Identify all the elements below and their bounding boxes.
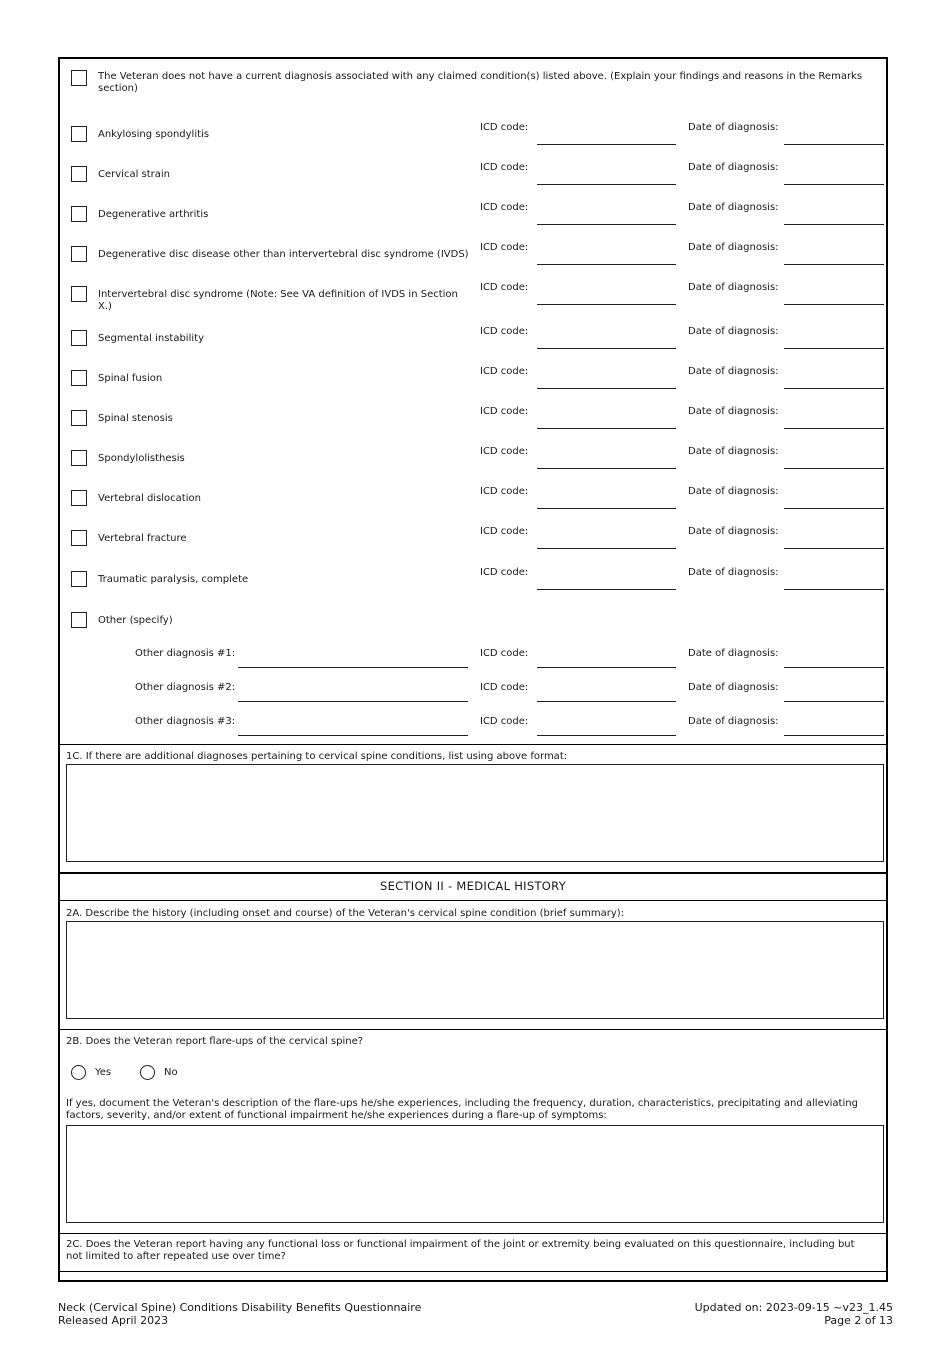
- icd-code-input[interactable]: [537, 548, 676, 549]
- other-diagnosis-label: Other diagnosis #3:: [135, 716, 236, 727]
- icd-code-input[interactable]: [537, 184, 676, 185]
- date-of-diagnosis-input[interactable]: [784, 735, 884, 736]
- date-of-diagnosis-label: Date of diagnosis:: [688, 282, 779, 293]
- date-of-diagnosis-label: Date of diagnosis:: [688, 122, 779, 133]
- date-of-diagnosis-input[interactable]: [784, 468, 884, 469]
- divider: [60, 1271, 886, 1272]
- date-of-diagnosis-input[interactable]: [784, 667, 884, 668]
- other-diagnosis-label: Other diagnosis #2:: [135, 682, 236, 693]
- divider: [60, 872, 886, 874]
- diagnosis-label: Spinal stenosis: [98, 413, 173, 424]
- icd-code-label: ICD code:: [480, 366, 529, 377]
- q2c-label: 2C. Does the Veteran report having any functional loss or functional impairment of the joint or extremity being evaluated on this questionnaire, including but not limited to after repeated use over time?: [66, 1239, 855, 1262]
- icd-code-label: ICD code:: [480, 648, 529, 659]
- icd-code-input[interactable]: [537, 304, 676, 305]
- date-of-diagnosis-input[interactable]: [784, 224, 884, 225]
- date-of-diagnosis-input[interactable]: [784, 304, 884, 305]
- diagnosis-label: Degenerative arthritis: [98, 209, 209, 220]
- form-frame: [58, 57, 888, 1282]
- icd-code-label: ICD code:: [480, 202, 529, 213]
- footer-released: Released April 2023: [58, 1314, 169, 1327]
- icd-code-input[interactable]: [537, 264, 676, 265]
- q2b-textarea[interactable]: [66, 1125, 884, 1223]
- icd-code-label: ICD code:: [480, 446, 529, 457]
- icd-code-label: ICD code:: [480, 682, 529, 693]
- icd-code-label: ICD code:: [480, 122, 529, 133]
- date-of-diagnosis-input[interactable]: [784, 701, 884, 702]
- diagnosis-checkbox[interactable]: [71, 370, 87, 386]
- diagnosis-checkbox[interactable]: [71, 126, 87, 142]
- diagnosis-checkbox[interactable]: [71, 206, 87, 222]
- divider: [60, 744, 886, 745]
- date-of-diagnosis-label: Date of diagnosis:: [688, 567, 779, 578]
- date-of-diagnosis-label: Date of diagnosis:: [688, 446, 779, 457]
- q2a-label: 2A. Describe the history (including onset and course) of the Veteran's cervical spine condition (brief summary):: [66, 908, 625, 919]
- date-of-diagnosis-input[interactable]: [784, 508, 884, 509]
- q1c-textarea[interactable]: [66, 764, 884, 862]
- q2b-followup-label: If yes, document the Veteran's description of the flare-ups he/she experiences, including the frequency, duration, characteristics, precipitating and alleviating factors, severity, and/or extent of functional impairment he/she experiences during a flare-up of symptoms:: [66, 1098, 858, 1121]
- icd-code-input[interactable]: [537, 468, 676, 469]
- date-of-diagnosis-label: Date of diagnosis:: [688, 406, 779, 417]
- date-of-diagnosis-label: Date of diagnosis:: [688, 326, 779, 337]
- date-of-diagnosis-label: Date of diagnosis:: [688, 162, 779, 173]
- icd-code-label: ICD code:: [480, 486, 529, 497]
- icd-code-input[interactable]: [537, 428, 676, 429]
- icd-code-input[interactable]: [537, 667, 676, 668]
- diagnosis-label: Intervertebral disc syndrome (Note: See VA definition of IVDS in Section X.): [98, 289, 458, 312]
- divider: [60, 1233, 886, 1234]
- diagnosis-checkbox[interactable]: [71, 330, 87, 346]
- icd-code-label: ICD code:: [480, 406, 529, 417]
- no-diagnosis-label: The Veteran does not have a current diagnosis associated with any claimed condition(s) listed above. (Explain your findings and reasons in the Remarks section): [98, 71, 863, 94]
- date-of-diagnosis-input[interactable]: [784, 144, 884, 145]
- date-of-diagnosis-label: Date of diagnosis:: [688, 682, 779, 693]
- icd-code-label: ICD code:: [480, 162, 529, 173]
- diagnosis-checkbox[interactable]: [71, 571, 87, 587]
- diagnosis-checkbox[interactable]: [71, 530, 87, 546]
- other-specify-checkbox[interactable]: [71, 612, 87, 628]
- q2b-no-radio[interactable]: [140, 1065, 155, 1080]
- date-of-diagnosis-label: Date of diagnosis:: [688, 366, 779, 377]
- icd-code-label: ICD code:: [480, 716, 529, 727]
- icd-code-label: ICD code:: [480, 567, 529, 578]
- other-diagnosis-input[interactable]: [238, 667, 468, 668]
- icd-code-input[interactable]: [537, 701, 676, 702]
- icd-code-input[interactable]: [537, 388, 676, 389]
- icd-code-label: ICD code:: [480, 526, 529, 537]
- icd-code-label: ICD code:: [480, 326, 529, 337]
- icd-code-input[interactable]: [537, 348, 676, 349]
- diagnosis-checkbox[interactable]: [71, 410, 87, 426]
- footer-page-number: Page 2 of 13: [824, 1314, 893, 1327]
- date-of-diagnosis-input[interactable]: [784, 348, 884, 349]
- date-of-diagnosis-input[interactable]: [784, 548, 884, 549]
- diagnosis-checkbox[interactable]: [71, 490, 87, 506]
- date-of-diagnosis-input[interactable]: [784, 589, 884, 590]
- other-specify-label: Other (specify): [98, 615, 173, 626]
- icd-code-input[interactable]: [537, 735, 676, 736]
- q2a-textarea[interactable]: [66, 921, 884, 1019]
- other-diagnosis-input[interactable]: [238, 701, 468, 702]
- date-of-diagnosis-label: Date of diagnosis:: [688, 486, 779, 497]
- icd-code-input[interactable]: [537, 508, 676, 509]
- divider: [60, 900, 886, 901]
- icd-code-input[interactable]: [537, 589, 676, 590]
- diagnosis-label: Ankylosing spondylitis: [98, 129, 210, 140]
- date-of-diagnosis-input[interactable]: [784, 388, 884, 389]
- icd-code-label: ICD code:: [480, 282, 529, 293]
- diagnosis-checkbox[interactable]: [71, 166, 87, 182]
- icd-code-input[interactable]: [537, 144, 676, 145]
- date-of-diagnosis-input[interactable]: [784, 264, 884, 265]
- other-diagnosis-label: Other diagnosis #1:: [135, 648, 236, 659]
- diagnosis-label: Spinal fusion: [98, 373, 163, 384]
- no-diagnosis-checkbox[interactable]: [71, 70, 87, 86]
- date-of-diagnosis-label: Date of diagnosis:: [688, 526, 779, 537]
- date-of-diagnosis-label: Date of diagnosis:: [688, 242, 779, 253]
- q1c-label: 1C. If there are additional diagnoses pertaining to cervical spine conditions, list using above format:: [66, 751, 568, 762]
- q2b-yes-label: Yes: [95, 1067, 112, 1078]
- divider: [60, 1029, 886, 1030]
- footer-updated: Updated on: 2023-09-15 ~v23_1.45: [694, 1301, 893, 1314]
- date-of-diagnosis-input[interactable]: [784, 428, 884, 429]
- diagnosis-label: Vertebral fracture: [98, 533, 187, 544]
- diagnosis-label: Cervical strain: [98, 169, 171, 180]
- diagnosis-checkbox[interactable]: [71, 450, 87, 466]
- diagnosis-checkbox[interactable]: [71, 246, 87, 262]
- date-of-diagnosis-label: Date of diagnosis:: [688, 648, 779, 659]
- q2b-yes-radio[interactable]: [71, 1065, 86, 1080]
- diagnosis-label: Degenerative disc disease other than intervertebral disc syndrome (IVDS): [98, 249, 469, 260]
- other-diagnosis-input[interactable]: [238, 735, 468, 736]
- q2b-label: 2B. Does the Veteran report flare-ups of the cervical spine?: [66, 1036, 364, 1047]
- icd-code-label: ICD code:: [480, 242, 529, 253]
- diagnosis-label: Vertebral dislocation: [98, 493, 201, 504]
- date-of-diagnosis-label: Date of diagnosis:: [688, 202, 779, 213]
- footer-form-title: Neck (Cervical Spine) Conditions Disability Benefits Questionnaire: [58, 1301, 422, 1314]
- diagnosis-label: Spondylolisthesis: [98, 453, 185, 464]
- diagnosis-label: Traumatic paralysis, complete: [98, 574, 249, 585]
- section-ii-title: SECTION II - MEDICAL HISTORY: [379, 879, 567, 893]
- diagnosis-checkbox[interactable]: [71, 286, 87, 302]
- icd-code-input[interactable]: [537, 224, 676, 225]
- diagnosis-label: Segmental instability: [98, 333, 204, 344]
- date-of-diagnosis-input[interactable]: [784, 184, 884, 185]
- date-of-diagnosis-label: Date of diagnosis:: [688, 716, 779, 727]
- q2b-no-label: No: [164, 1067, 178, 1078]
